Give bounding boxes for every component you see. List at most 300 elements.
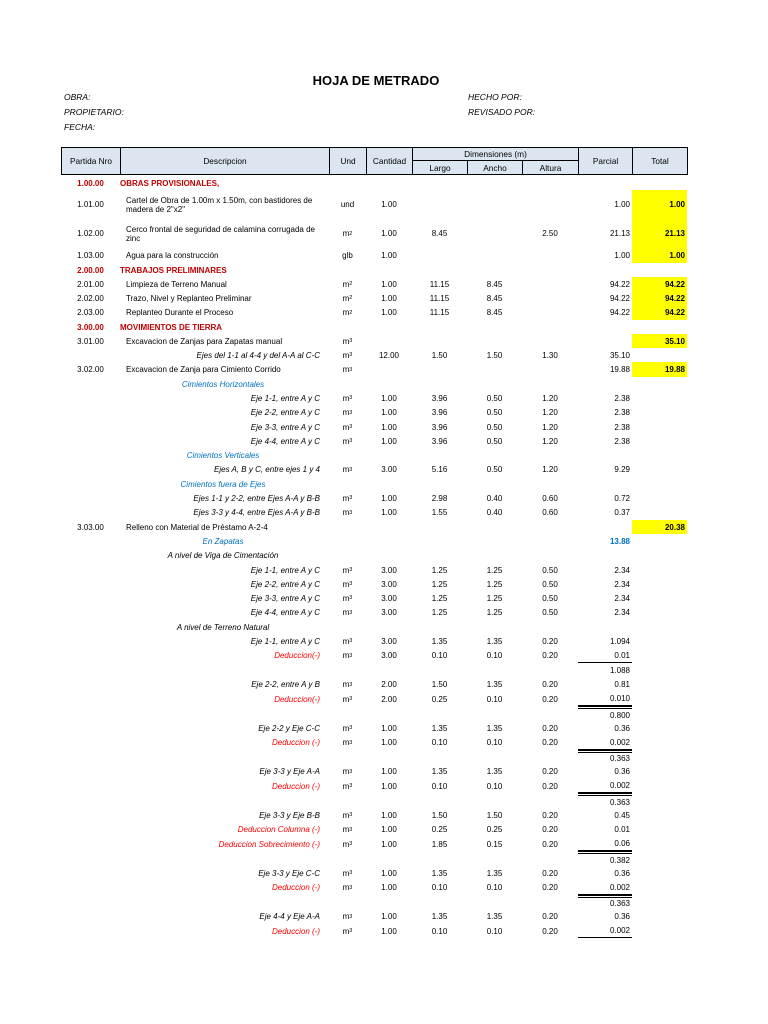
table-header — [61, 147, 688, 175]
largo-cell: 11.15 — [429, 308, 450, 317]
largo-cell: 1.35 — [431, 767, 448, 776]
parcial-cell: 19.88 — [609, 365, 630, 374]
descripcion-cell: Eje 4-4 y Eje A-A — [259, 912, 320, 921]
descripcion-cell: Excavacion de Zanja para Cimiento Corrido — [126, 365, 281, 374]
descripcion-cell: Ejes del 1-1 al 4-4 y del A-A al C-C — [196, 350, 320, 360]
unit-cell: m 3 — [342, 608, 353, 617]
ancho-cell: 0.50 — [486, 436, 503, 446]
table-row — [0, 866, 768, 880]
table-row — [0, 692, 768, 706]
table-row — [0, 808, 768, 822]
total-cell: 94.22 — [632, 305, 687, 320]
altura-cell: 0.20 — [542, 839, 558, 849]
unit-cell: m 3 — [342, 436, 353, 446]
cantidad-cell: 3.00 — [381, 579, 397, 589]
parcial-cell: 9.29 — [614, 465, 630, 474]
unit-cell: m 3 — [342, 825, 353, 834]
descripcion-cell: Replanteo Durante el Proceso — [126, 308, 234, 317]
altura-cell: 0.60 — [542, 493, 558, 503]
table-row — [0, 520, 768, 534]
ancho-cell: 0.40 — [486, 508, 503, 517]
cantidad-cell: 1.00 — [381, 912, 397, 921]
parcial-cell: 21.13 — [609, 229, 630, 238]
cantidad-cell: 1.00 — [381, 493, 397, 503]
partida-cell: 2.03.00 — [77, 308, 104, 317]
cantidad-cell: 1.00 — [381, 839, 397, 849]
largo-cell: 1.35 — [431, 723, 448, 733]
unit-cell: m 3 — [342, 493, 353, 503]
altura-cell: 0.20 — [542, 694, 558, 704]
parcial-cell: 0.382 — [578, 851, 632, 866]
parcial-cell: 0.37 — [614, 508, 630, 517]
parcial-cell: 94.22 — [609, 279, 630, 289]
partida-cell: 3.01.00 — [77, 336, 104, 346]
descripcion-cell: Cimientos Verticales — [186, 450, 260, 460]
ancho-cell: 0.50 — [486, 408, 503, 417]
parcial-cell: 1.00 — [614, 251, 630, 260]
unit-cell: m 3 — [342, 767, 353, 776]
descripcion-cell: MOVIMIENTOS DE TIERRA — [120, 322, 223, 332]
total-cell: 94.22 — [632, 277, 687, 291]
descripcion-cell: Ejes 1-1 y 2-2, entre Ejes A-A y B-B — [193, 493, 320, 503]
parcial-cell: 0.01 — [578, 648, 632, 663]
cantidad-cell: 3.00 — [381, 593, 397, 603]
header-cantidad: Cantidad — [367, 148, 413, 175]
unit-cell: m 3 — [342, 694, 353, 704]
table-row — [0, 277, 768, 291]
parcial-cell: 0.36 — [614, 767, 630, 776]
altura-cell: 0.20 — [542, 680, 558, 689]
altura-cell: 0.20 — [542, 738, 558, 747]
parcial-cell: 0.72 — [614, 493, 630, 503]
table-row — [0, 420, 768, 434]
cantidad-cell: 1.00 — [381, 229, 397, 238]
descripcion-cell: A nivel de Terreno Natural — [176, 622, 270, 632]
unit-cell: m 3 — [342, 422, 353, 432]
largo-cell: 8.45 — [431, 229, 448, 238]
cantidad-cell: 1.00 — [381, 926, 397, 936]
table-row — [0, 677, 768, 692]
table-row — [0, 176, 768, 190]
table-row — [0, 577, 768, 591]
table-row — [0, 334, 768, 348]
table-body — [0, 176, 768, 938]
cantidad-cell: 1.00 — [381, 810, 397, 820]
unit-cell: m 2 — [342, 293, 353, 303]
descripcion-cell: TRABAJOS PRELIMINARES — [120, 265, 227, 275]
cantidad-cell: 1.00 — [381, 200, 397, 209]
altura-cell: 0.20 — [542, 825, 558, 834]
table-row — [0, 263, 768, 277]
altura-cell: 0.20 — [542, 636, 558, 646]
largo-cell: 3.96 — [431, 422, 448, 432]
parcial-cell: 2.34 — [614, 593, 630, 603]
altura-cell: 0.50 — [542, 579, 558, 589]
altura-cell: 1.20 — [542, 422, 558, 432]
largo-cell: 1.25 — [431, 593, 448, 603]
descripcion-cell: En Zapatas — [202, 536, 244, 546]
table-row — [0, 190, 768, 219]
cantidad-cell: 1.00 — [381, 308, 397, 317]
header-partida: Partida Nro — [62, 148, 121, 175]
descripcion-cell: Eje 4-4, entre A y C — [250, 608, 320, 617]
altura-cell: 0.20 — [542, 781, 558, 791]
descripcion-cell: Relleno con Material de Préstamo A-2-4 — [126, 522, 268, 532]
descripcion-cell: OBRAS PROVISIONALES, — [120, 178, 220, 188]
descripcion-cell: Eje 1-1, entre A y C — [250, 565, 320, 575]
descripcion-cell: Eje 2-2, entre A y C — [250, 408, 320, 417]
table-row — [0, 648, 768, 663]
largo-cell: 1.25 — [431, 565, 448, 575]
ancho-cell: 1.50 — [486, 810, 503, 820]
unit-cell: m 2 — [342, 308, 353, 317]
largo-cell: 11.15 — [429, 279, 450, 289]
parcial-cell: 0.800 — [578, 706, 632, 721]
unit-cell: m 3 — [342, 408, 353, 417]
total-cell: 20.38 — [632, 520, 687, 534]
total-cell: 21.13 — [632, 219, 687, 248]
total-cell: 1.00 — [632, 248, 687, 263]
cantidad-cell: 1.00 — [381, 883, 397, 892]
unit-cell: m 3 — [342, 680, 353, 689]
parcial-cell: 0.363 — [578, 895, 632, 909]
header-ancho: Ancho — [468, 161, 523, 175]
partida-cell: 2.02.00 — [77, 293, 104, 303]
parcial-cell: 2.34 — [614, 608, 630, 617]
descripcion-cell: Deduccion(-) — [274, 651, 320, 660]
header-largo: Largo — [413, 161, 468, 175]
table-row — [0, 779, 768, 793]
table-row — [0, 505, 768, 520]
altura-cell: 0.20 — [542, 810, 558, 820]
largo-cell: 1.25 — [431, 579, 448, 589]
parcial-cell: 0.002 — [578, 880, 632, 895]
cantidad-cell: 2.00 — [381, 680, 397, 689]
descripcion-cell: Eje 4-4, entre A y C — [250, 436, 320, 446]
unit-cell: m 3 — [342, 365, 353, 374]
unit-cell: m 3 — [342, 508, 353, 517]
table-row — [0, 735, 768, 750]
parcial-cell: 0.06 — [578, 837, 632, 851]
descripcion-cell: Deduccion(-) — [274, 694, 320, 704]
parcial-cell: 2.38 — [614, 408, 630, 417]
ancho-cell: 1.25 — [486, 608, 503, 617]
table-row — [0, 895, 768, 909]
largo-cell: 1.50 — [431, 810, 448, 820]
ancho-cell: 1.35 — [486, 868, 503, 878]
ancho-cell: 0.10 — [486, 883, 503, 892]
ancho-cell: 0.10 — [486, 651, 503, 660]
unit-cell: m 3 — [342, 912, 353, 921]
largo-cell: 0.10 — [431, 781, 448, 791]
parcial-cell: 0.002 — [578, 735, 632, 750]
header-descripcion: Descripcion — [121, 148, 330, 175]
ancho-cell: 1.35 — [486, 767, 503, 776]
largo-cell: 0.10 — [431, 926, 448, 936]
table-row — [0, 248, 768, 263]
parcial-cell: 0.002 — [578, 779, 632, 793]
largo-cell: 3.96 — [431, 436, 448, 446]
ancho-cell: 8.45 — [486, 293, 503, 303]
table-row — [0, 548, 768, 563]
table-row — [0, 924, 768, 938]
descripcion-cell: Excavacion de Zanjas para Zapatas manual — [126, 336, 283, 346]
descripcion-cell: Eje 3-3, entre A y C — [250, 422, 320, 432]
partida-cell: 1.01.00 — [77, 200, 104, 209]
header-parcial: Parcial — [579, 148, 633, 175]
ancho-cell: 0.15 — [486, 839, 503, 849]
unit-cell: m 3 — [342, 738, 353, 747]
largo-cell: 0.25 — [431, 825, 448, 834]
cantidad-cell: 1.00 — [381, 436, 397, 446]
ancho-cell: 8.45 — [486, 308, 503, 317]
largo-cell: 1.35 — [431, 868, 448, 878]
altura-cell: 2.50 — [542, 229, 558, 238]
ancho-cell: 0.25 — [486, 825, 503, 834]
cantidad-cell: 1.00 — [381, 825, 397, 834]
altura-cell: 0.20 — [542, 767, 558, 776]
unit-cell: m 3 — [342, 565, 353, 575]
cantidad-cell: 1.00 — [381, 251, 397, 260]
ancho-cell: 1.50 — [486, 350, 503, 360]
cantidad-cell: 3.00 — [381, 608, 397, 617]
largo-cell: 0.25 — [431, 694, 448, 704]
descripcion-cell: Eje 2-2, entre A y C — [250, 579, 320, 589]
cantidad-cell: 1.00 — [381, 868, 397, 878]
unit-cell: m 3 — [342, 810, 353, 820]
cantidad-cell: 3.00 — [381, 465, 397, 474]
hecho-por-label: HECHO POR: — [468, 92, 522, 102]
largo-cell: 3.96 — [431, 393, 448, 403]
descripcion-cell: Deduccion (-) — [271, 883, 320, 892]
descripcion-cell: Ejes 3-3 y 4-4, entre Ejes A-A y B-B — [193, 508, 320, 517]
descripcion-cell: Eje 2-2, entre A y B — [251, 680, 320, 689]
descripcion-cell: Eje 3-3, entre A y C — [250, 593, 320, 603]
cantidad-cell: 1.00 — [381, 738, 397, 747]
descripcion-cell: Trazo, Nivel y Replanteo Preliminar — [126, 293, 252, 303]
ancho-cell: 8.45 — [486, 279, 503, 289]
descripcion-cell: Deduccion Sobrecimiento (-) — [218, 839, 320, 849]
table-row — [0, 391, 768, 405]
descripcion-cell: A nivel de Viga de Cimentación — [167, 551, 279, 560]
ancho-cell: 0.50 — [486, 465, 503, 474]
largo-cell: 1.55 — [431, 508, 448, 517]
largo-cell: 1.35 — [431, 636, 448, 646]
cantidad-cell: 1.00 — [381, 393, 397, 403]
descripcion-cell: Deduccion (-) — [271, 781, 320, 791]
unit-cell: m 3 — [342, 636, 353, 646]
cantidad-cell: 3.00 — [381, 636, 397, 646]
unit-cell: glb — [342, 251, 353, 260]
altura-cell: 0.20 — [542, 651, 558, 660]
parcial-cell: 0.45 — [614, 810, 630, 820]
largo-cell: 0.10 — [431, 651, 448, 660]
unit-cell: m 3 — [342, 651, 353, 660]
partida-cell: 1.00.00 — [77, 178, 104, 188]
table-row — [0, 822, 768, 837]
cantidad-cell: 1.00 — [381, 408, 397, 417]
altura-cell: 0.50 — [542, 608, 558, 617]
unit-cell: m 3 — [342, 593, 353, 603]
cantidad-cell: 1.00 — [381, 422, 397, 432]
fecha-label: FECHA: — [64, 122, 96, 132]
parcial-cell: 2.38 — [614, 436, 630, 446]
cantidad-cell: 1.00 — [381, 279, 397, 289]
partida-cell: 3.03.00 — [77, 522, 104, 532]
descripcion-cell: Eje 2-2 y Eje C-C — [258, 723, 320, 733]
table-row — [0, 851, 768, 866]
largo-cell: 2.98 — [431, 493, 448, 503]
total-cell: 1.00 — [632, 190, 687, 219]
total-cell: 19.88 — [632, 362, 687, 377]
parcial-cell: 35.10 — [609, 350, 630, 360]
parcial-cell: 1.088 — [609, 665, 630, 675]
cantidad-cell: 1.00 — [381, 723, 397, 733]
descripcion-cell: Ejes A, B y C, entre ejes 1 y 4 — [214, 465, 320, 474]
parcial-cell: 1.00 — [614, 200, 630, 209]
table-row — [0, 305, 768, 320]
table-row — [0, 591, 768, 605]
largo-cell: 3.96 — [431, 408, 448, 417]
parcial-cell: 2.38 — [614, 422, 630, 432]
unit-cell: und — [340, 200, 355, 209]
parcial-cell: 0.002 — [578, 924, 632, 938]
cantidad-cell: 1.00 — [381, 508, 397, 517]
table-row — [0, 634, 768, 648]
partida-cell: 1.03.00 — [77, 251, 104, 260]
header-und: Und — [330, 148, 367, 175]
table-row — [0, 405, 768, 420]
largo-cell: 5.16 — [431, 465, 448, 474]
unit-cell: m 3 — [342, 350, 353, 360]
table-row — [0, 620, 768, 634]
total-cell: 94.22 — [632, 291, 687, 305]
descripcion-cell: Cimientos fuera de Ejes — [180, 479, 266, 489]
ancho-cell: 1.35 — [486, 912, 503, 921]
table-row — [0, 663, 768, 677]
parcial-cell: 2.34 — [614, 565, 630, 575]
largo-cell: 1.50 — [431, 350, 448, 360]
cantidad-cell: 3.00 — [381, 565, 397, 575]
altura-cell: 1.30 — [542, 350, 558, 360]
table-row — [0, 793, 768, 808]
table-row — [0, 750, 768, 764]
table-row — [0, 880, 768, 895]
parcial-cell: 0.81 — [614, 680, 630, 689]
ancho-cell: 0.10 — [486, 694, 503, 704]
largo-cell: 1.85 — [431, 839, 448, 849]
altura-cell: 1.20 — [542, 393, 558, 403]
table-row — [0, 362, 768, 377]
largo-cell: 11.15 — [429, 293, 450, 303]
altura-cell: 0.20 — [542, 926, 558, 936]
cantidad-cell: 3.00 — [381, 651, 397, 660]
partida-cell: 2.00.00 — [77, 265, 104, 275]
table-row — [0, 534, 768, 548]
ancho-cell: 0.50 — [486, 422, 503, 432]
unit-cell: m 3 — [342, 393, 353, 403]
cantidad-cell: 1.00 — [381, 767, 397, 776]
cantidad-cell: 2.00 — [381, 694, 397, 704]
ancho-cell: 0.10 — [486, 926, 503, 936]
descripcion-cell: Deduccion (-) — [271, 926, 320, 936]
descripcion-cell: Cartel de Obra de 1.00m x 1.50m, con bastidores de madera de 2"x2" — [126, 195, 313, 214]
table-row — [0, 448, 768, 462]
parcial-cell: 0.36 — [614, 723, 630, 733]
largo-cell: 1.25 — [431, 608, 448, 617]
parcial-cell: 0.010 — [578, 692, 632, 706]
table-row — [0, 477, 768, 491]
unit-cell: m 2 — [342, 229, 353, 238]
parcial-cell: 0.363 — [578, 793, 632, 808]
obra-label: OBRA: — [64, 92, 91, 102]
ancho-cell: 1.35 — [486, 680, 503, 689]
table-row — [0, 764, 768, 779]
altura-cell: 1.20 — [542, 436, 558, 446]
altura-cell: 0.20 — [542, 868, 558, 878]
altura-cell: 0.20 — [542, 912, 558, 921]
altura-cell: 1.20 — [542, 408, 558, 417]
table-row — [0, 563, 768, 577]
descripcion-cell: Limpieza de Terreno Manual — [126, 279, 227, 289]
header-dimensiones: Dimensiones (m) — [413, 148, 579, 161]
table-row — [0, 219, 768, 248]
header-altura: Altura — [523, 161, 579, 175]
largo-cell: 0.10 — [431, 738, 448, 747]
table-row — [0, 706, 768, 721]
altura-cell: 0.50 — [542, 593, 558, 603]
unit-cell: m 3 — [342, 839, 353, 849]
parcial-cell: 94.22 — [609, 293, 630, 303]
partida-cell: 1.02.00 — [77, 229, 104, 238]
parcial-cell: 13.88 — [609, 536, 630, 546]
altura-cell: 0.50 — [542, 565, 558, 575]
unit-cell: m 3 — [342, 926, 353, 936]
partida-cell: 3.02.00 — [77, 365, 104, 374]
ancho-cell: 0.10 — [486, 738, 503, 747]
unit-cell: m 3 — [342, 579, 353, 589]
table-row — [0, 909, 768, 924]
descripcion-cell: Deduccion Columna (-) — [237, 825, 320, 834]
table-row — [0, 462, 768, 477]
ancho-cell: 0.50 — [486, 393, 503, 403]
header-total: Total — [633, 148, 688, 175]
table-row — [0, 837, 768, 851]
cantidad-cell: 1.00 — [381, 781, 397, 791]
descripcion-cell: Eje 1-1, entre A y C — [250, 636, 320, 646]
unit-cell: m 3 — [342, 883, 353, 892]
largo-cell: 0.10 — [431, 883, 448, 892]
unit-cell: m 3 — [342, 868, 353, 878]
altura-cell: 0.60 — [542, 508, 558, 517]
largo-cell: 1.35 — [431, 912, 448, 921]
table-row — [0, 291, 768, 305]
table-row — [0, 434, 768, 448]
ancho-cell: 1.25 — [486, 565, 503, 575]
table-row — [0, 491, 768, 505]
descripcion-cell: Eje 1-1, entre A y C — [250, 393, 320, 403]
altura-cell: 0.20 — [542, 883, 558, 892]
ancho-cell: 1.35 — [486, 636, 503, 646]
unit-cell: m 3 — [342, 781, 353, 791]
total-cell: 35.10 — [632, 334, 687, 348]
parcial-cell: 1.094 — [609, 636, 630, 646]
descripcion-cell: Eje 3-3 y Eje A-A — [259, 767, 320, 776]
ancho-cell: 1.35 — [486, 723, 503, 733]
ancho-cell: 0.40 — [486, 493, 503, 503]
table-row — [0, 348, 768, 362]
unit-cell: m 3 — [342, 336, 353, 346]
